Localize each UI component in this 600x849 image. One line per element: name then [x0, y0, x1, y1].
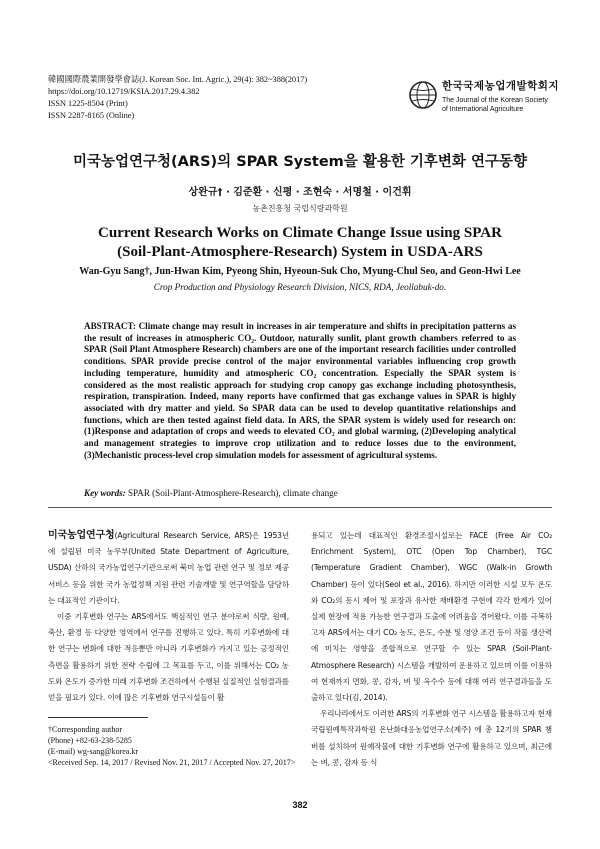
- authors-korean: 상완규† · 김준환 · 신평 · 조현숙 · 서명철 · 이건휘: [188, 187, 412, 198]
- issn-online: ISSN 2287-8165 (Online): [48, 111, 135, 120]
- body-paragraph: [48, 528, 289, 609]
- section-divider: [48, 507, 552, 508]
- body-column-right: [311, 528, 552, 771]
- globe-seal-icon: [408, 80, 438, 110]
- affiliation-korean: 농촌진흥청 국립식량과학원: [252, 204, 348, 213]
- title-english-line1: Current Research Works on Climate Change Issue using SPAR: [98, 225, 502, 241]
- abstract-label: ABSTRACT:: [84, 321, 136, 331]
- body-paragraph: 이중 기후변화 연구는 ARS에서도 핵심적인 연구 분야로써 식량, 원예, 축산, 환경 등 다양한 영역에서 연구를 진행하고 있다. 특히 기후변화에 대한 연구는 변화에 대한 적응뿐만 아니라 기후변화가 가지고 있는 긍정적인 측면을 활용하기 위한 전략 수립에 그 목표를 두고, 이를 위해서는 CO₂ 농도와 온도가 증가한 미래 기후변화 조건하에서 수행된 실질적인 실험결과를 얻을 필요가 있다. 이에 많은 기후변화 연구시설들이 활: [48, 612, 289, 703]
- society-name-en-1: The Journal of the Korean Society: [442, 97, 548, 104]
- body-text: (Agricultural Research Service, ARS)은 1953년에 설립된 미국 농무부(United State Department of Agriculture, USDA) 산하의 국가농업연구기관으로써 북미 농업 관련 연구 및 정보 제공 서비스 등을 위한 국가 농업정책 지원 관련 기술개발 및 연구역할을 담당하는 대표적인 기관이다.: [48, 531, 289, 605]
- affiliation-english: Crop Production and Physiology Research Division, NICS, RDA, Jeollabuk-do.: [153, 282, 447, 292]
- body-paragraph: 우리나라에서도 이러한 ARS의 기후변화 연구 시스템을 활용하고자 현재 국립원예특작과학원 온난화대응농업연구소(제주) 에 총 12기의 SPAR 챔버를 설치하여 원예작물에 대한 기후변화 연구에 활용하고 있으며, 최근에는 벼, 콩, 감자 등 식: [311, 709, 552, 767]
- keywords: [84, 488, 516, 498]
- author-email[interactable]: (E-mail) wg-sang@korea.kr: [48, 747, 138, 756]
- abstract-text: Climate change may result in increases in air temperature and shifts in precipitation patterns as the result of increases in atmospheric CO₂. Outdoor, naturally sunlit, plant growth chambers referred to as SPAR (Soil Plant Atmosphere Research) chambers are one of the important research facilities under controlled conditions. SPAR provide precise control of the major environmental variables influencing crop growth including temperature, humidity and atmospheric CO₂ concentration. Especially the SPAR system is considered as the most realistic approach for studying crop canopy gas exchange including photosynthesis, respiration, transpiration. Indeed, many reports have confirmed that gas exchange values in SPAR is highly associated with dry matter and yield. So SPAR data can be used to develop quantitative relationships and functions, which are then tested against field data. In ARS, the SPAR system is widely used for research on: (1)Response and adaptation of crops and weeds to elevated CO₂ and global warming, (2)Developing analytical and management strategies to improve crop utilization and to reduce losses due to the environment, (3)Mechanistic process-level crop simulation models for assessment of agricultural systems.: [84, 321, 516, 460]
- corresponding-author: †Corresponding author: [48, 725, 122, 734]
- keywords-text: SPAR (Soil-Plant-Atmosphere-Research), climate change: [127, 488, 338, 498]
- keywords-label: Key words:: [84, 488, 126, 498]
- received-dates: <Received Sep. 14, 2017 / Revised Nov. 21, 2017 / Accepted Nov. 27, 2017>: [48, 758, 296, 767]
- society-logo: [408, 78, 568, 118]
- society-name-en-2: of International Agriculture: [442, 106, 524, 113]
- body-paragraph: 용되고 있는데 대표적인 환경조절시설로는 FACE (Free Air CO₂ Enrichment System), OTC (Open Top Chamber), TGC (Temperature Gradient Chamber), WGC (Walk-in Growth Chamber) 등이 있다(Seol et al., 2016). 하지만 이러한 시설 모두 온도와 CO₂의 동시 제어 및 포장과 유사한 재배환경 구현에 각각 한계가 있어 실제 현장에 적용 가능한 연구결과 도출에 어려움을 겪어왔다. 이를 극복하고자 ARS에서는 대기 CO₂ 농도, 온도, 수분 및 영양 조건 등이 작물 생산력에 미치는 영향을 종합적으로 연구할 수 있는 SPAR (Soil-Plant-Atmosphere Research) 시스템을 개발하여 운용하고 있으며 이를 이용하여 현재까지 면화, 콩, 감자, 벼 및 옥수수 등에 대해 여러 연구결과들을 도출하고 있다(김, 2014).: [311, 531, 552, 703]
- journal-meta: [48, 74, 307, 122]
- title-korean: 미국농업연구청(ARS)의 SPAR System을 활용한 기후변화 연구동향: [73, 154, 527, 170]
- doi-link[interactable]: https://doi.org/10.12719/KSIA.2017.29.4.382: [48, 87, 200, 96]
- authors-english: Wan-Gyu Sang†, Jun-Hwan Kim, Pyeong Shin, Hyeoun-Suk Cho, Myung-Chul Seo, and Geon-Hwi Lee: [79, 266, 521, 277]
- title-english-line2: (Soil-Plant-Atmosphere-Research) System in USDA-ARS: [117, 244, 483, 260]
- journal-citation: 韓國國際農業開發學會誌(J. Korean Soc. Int. Agric.), 29(4): 382~388(2017): [48, 75, 308, 84]
- title-english: [0, 224, 600, 262]
- page-number: 382: [292, 800, 308, 810]
- society-name-kr: 한국국제농업개발학회지: [442, 80, 560, 92]
- body-column-left: [48, 528, 289, 706]
- issn-print: ISSN 1225-8504 (Print): [48, 99, 128, 108]
- abstract: [84, 321, 516, 461]
- footnote-divider: [48, 717, 148, 718]
- footnote: [48, 724, 295, 768]
- lead-term: 미국농업연구청: [48, 530, 115, 541]
- author-phone: (Phone) +82-63-238-5285: [48, 736, 132, 745]
